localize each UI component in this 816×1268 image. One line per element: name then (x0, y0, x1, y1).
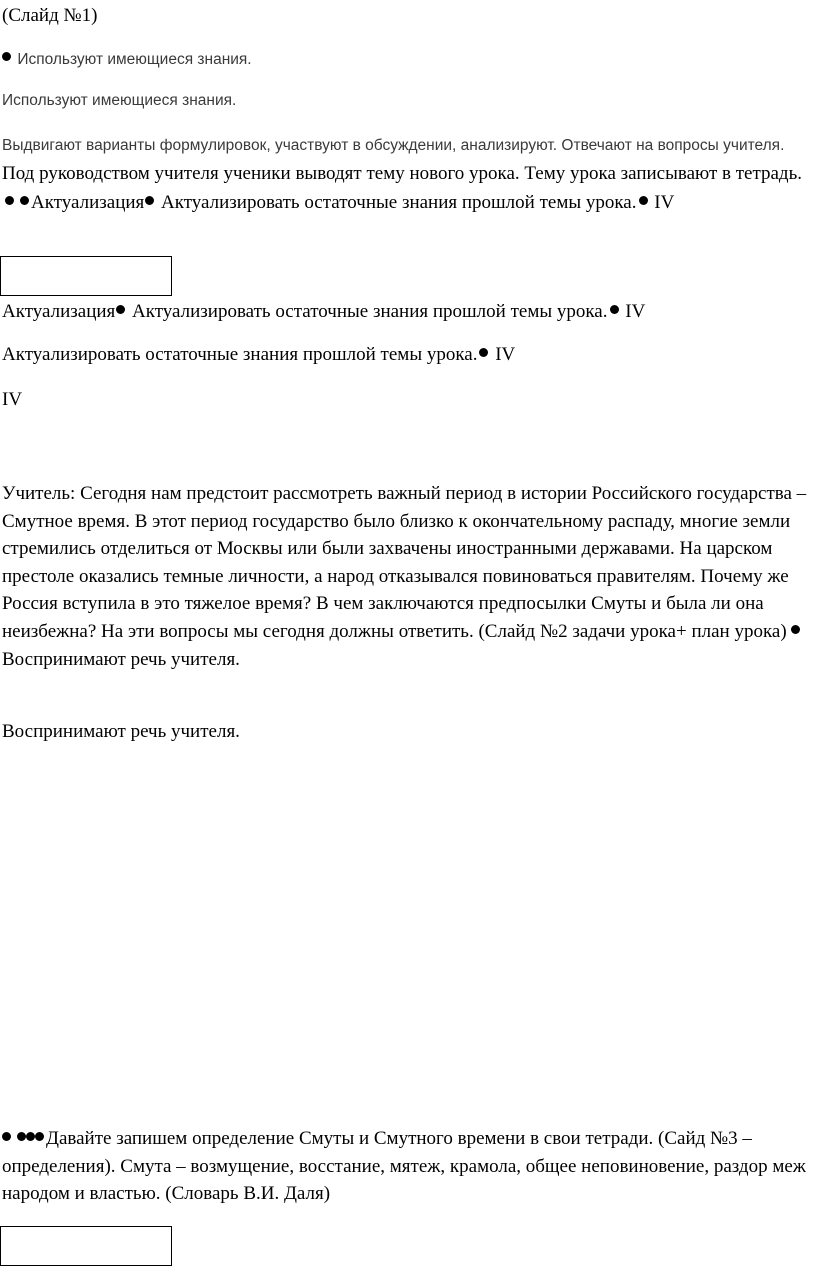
bullet-icon (2, 1132, 11, 1141)
definition-text: Давайте запишем определение Смуты и Смутного времени в свои тетради. (Сайд №3 – определения). Смута – возмущение, восстание, мятеж, крамола, общее неповиновение, раздор меж народом и властью. (Словарь В.И. Даля) (2, 1128, 806, 1205)
paragraph-stage-number (2, 386, 814, 414)
paragraph-students-activity (2, 131, 814, 218)
empty-table-cell (0, 1226, 172, 1266)
students-activity-sans-text: Выдвигают варианты формулировок, участвуют в обсуждении, анализируют. Отвечают на вопросы учителя. (2, 137, 785, 154)
stage-number-text: IV (620, 301, 646, 322)
bullet-icon (2, 52, 11, 61)
paragraph-definition (2, 1125, 814, 1208)
bullet-icon (791, 625, 800, 634)
stage-number-text: IV (2, 389, 23, 410)
bullet-icon (610, 305, 619, 314)
stage-goal-text: Актуализировать остаточные знания прошлой темы урока. (2, 344, 478, 365)
stage-name-text: Актуализация (31, 192, 145, 213)
paragraph-students-reaction (2, 718, 814, 746)
bulleted-line-text: Используют имеющиеся знания. (17, 51, 252, 68)
bullet-icon (5, 196, 14, 205)
slide-reference (2, 2, 814, 30)
stage-goal-text: Актуализировать остаточные знания прошлой темы урока. (127, 301, 608, 322)
paragraph-knowledge-text: Используют имеющиеся знания. (2, 92, 237, 109)
students-reaction-text: Воспринимают речь учителя. (2, 648, 240, 670)
bullet-icon (479, 348, 488, 357)
students-activity-serif-text: Под руководством учителя ученики выводят тему нового урока. Тему урока записывают в тетрадь. (2, 163, 803, 184)
stage-number-text: IV (649, 192, 675, 213)
bullet-icon (20, 196, 29, 205)
bullet-icon (116, 305, 125, 314)
slide-reference-text: (Слайд №1) (2, 5, 98, 26)
paragraph-knowledge (2, 88, 814, 114)
paragraph-actualization-goal (2, 341, 814, 369)
bullet-icon (35, 1132, 44, 1141)
bulleted-line (2, 47, 814, 73)
stage-name-text: Актуализация (2, 301, 116, 322)
paragraph-teacher-speech (2, 480, 814, 673)
bullet-icon (639, 196, 648, 205)
students-reaction-text: Воспринимают речь учителя. (2, 721, 240, 742)
stage-goal-text: Актуализировать остаточные знания прошлой темы урока. (156, 192, 637, 213)
teacher-speech-text: Учитель: Сегодня нам предстоит рассмотреть важный период в истории Российского государства – Смутное время. В этот период государство было близко к окончательному распаду, многие земли стремились отделиться от Москвы или были захвачены иностранными державами. На царском престоле оказались темные личности, а народ отказывался повиноваться правителям. Почему же Россия вступила в это тяжелое время? В чем заключаются предпосылки Смуты и была ли она неизбежна? На эти вопросы мы сегодня должны ответить. (Слайд №2 задачи урока+ план урока) (2, 483, 807, 642)
empty-table-cell (0, 256, 172, 296)
stage-number-text: IV (490, 344, 516, 365)
bullet-icon (145, 196, 154, 205)
bullet-icon (26, 1132, 35, 1141)
paragraph-actualization (2, 298, 814, 326)
bullet-icon (17, 1132, 26, 1141)
